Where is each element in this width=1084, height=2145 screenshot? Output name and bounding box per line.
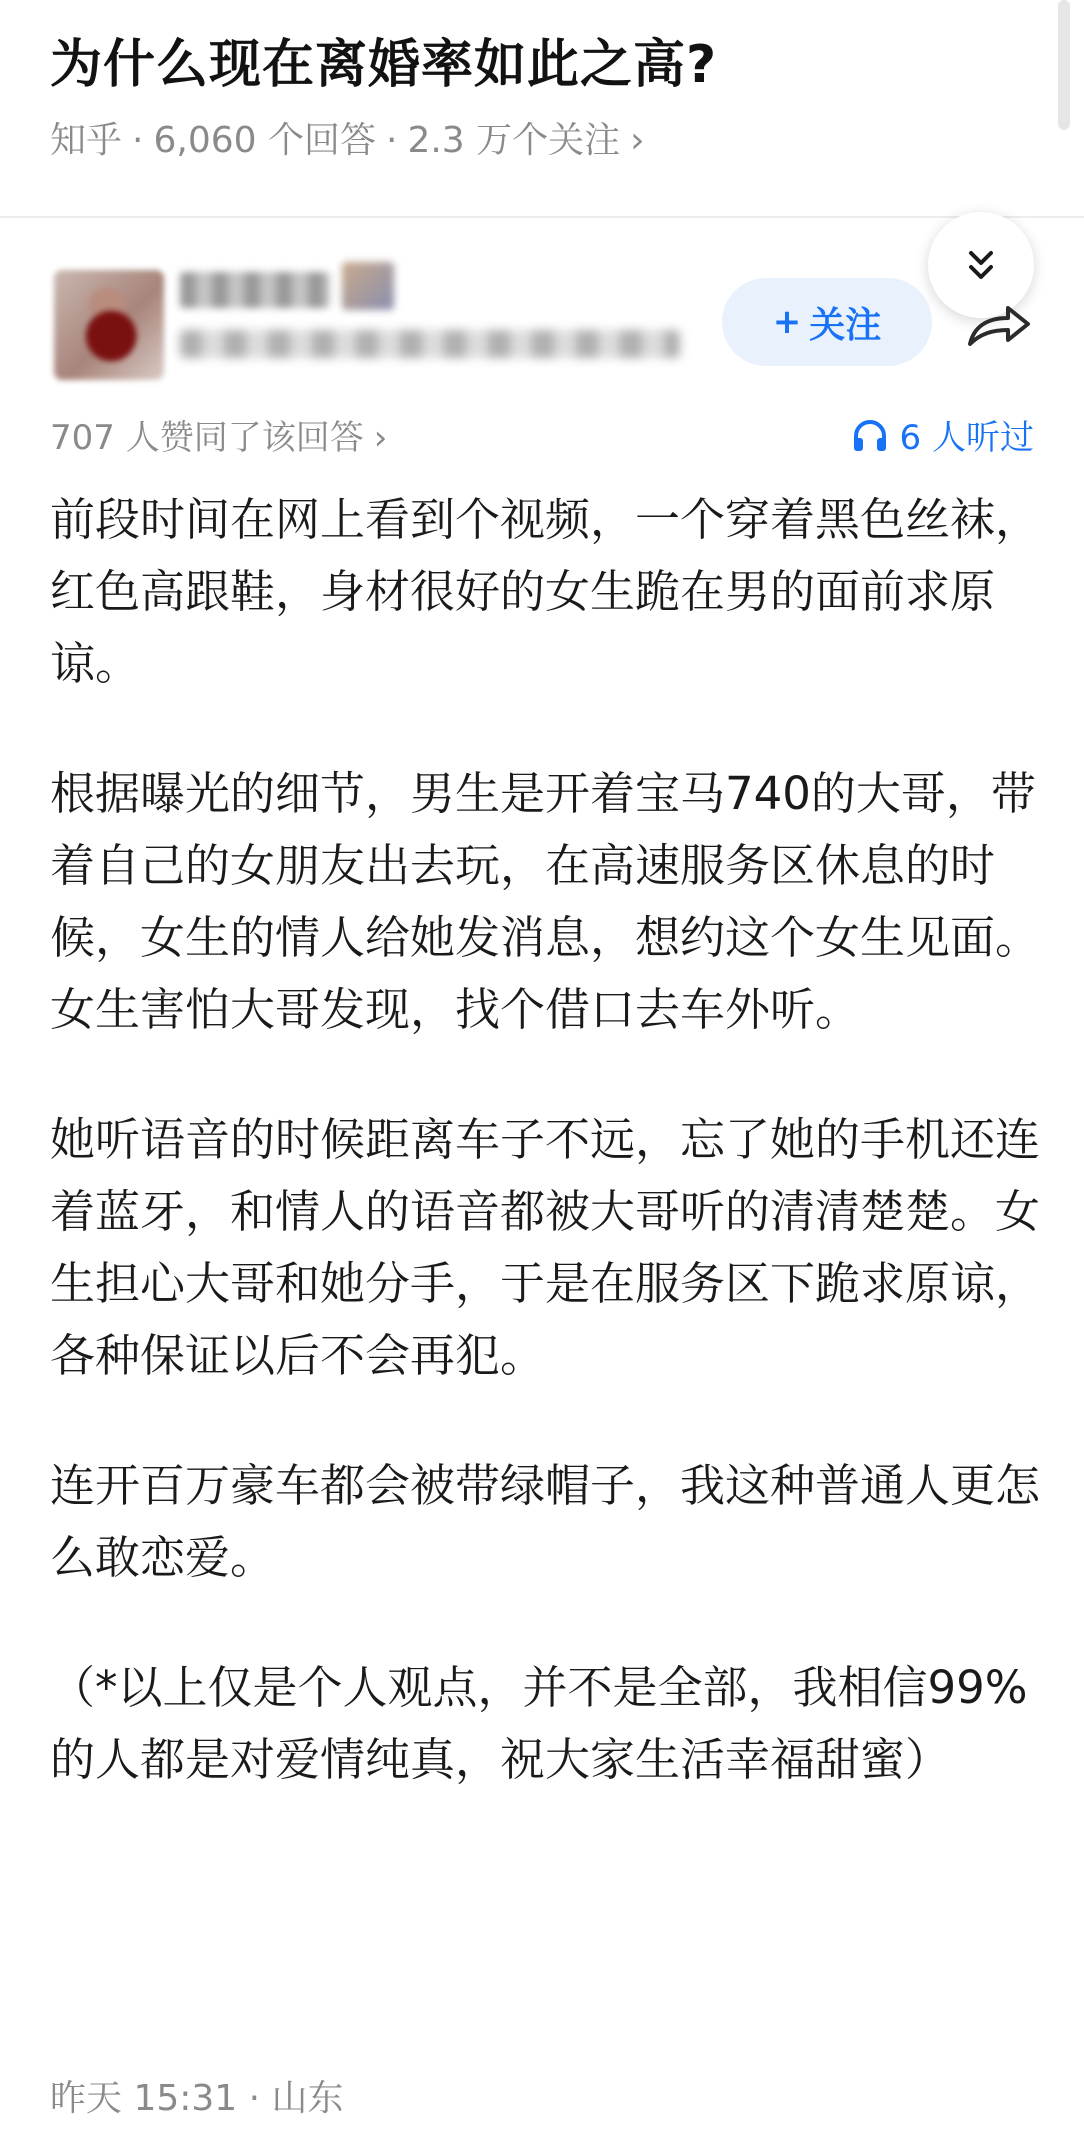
scrollbar[interactable]: [1058, 0, 1070, 130]
source-label: 知乎: [50, 120, 123, 161]
vote-summary[interactable]: [50, 410, 387, 459]
divider: [0, 216, 1084, 218]
question-title[interactable]: 为什么现在离婚率如此之高?: [50, 35, 718, 95]
headphones-icon: [852, 418, 888, 452]
avatar[interactable]: [54, 270, 164, 380]
meta-separator: ·: [385, 120, 398, 161]
answer-paragraph: 她听语音的时候距离车子不远，忘了她的手机还连着蓝牙，和情人的语音都被大哥听的清清楚楚。女生担心大哥和她分手，于是在服务区下跪求原谅，各种保证以后不会再犯。: [50, 1113, 1041, 1382]
vote-count: 707 人赞同了该回答: [50, 418, 364, 458]
author-badge: [342, 262, 394, 310]
author-name[interactable]: [180, 272, 330, 308]
plus-icon: +: [772, 302, 802, 342]
follow-button[interactable]: [722, 278, 932, 366]
follow-label: 关注: [809, 304, 882, 346]
chevron-right-icon: ›: [373, 418, 388, 458]
answer-paragraph: 连开百万豪车都会被带绿帽子，我这种普通人更怎么敢恋爱。: [50, 1459, 1041, 1584]
answer-paragraph: 根据曝光的细节，男生是开着宝马740的大哥，带着自己的女朋友出去玩，在高速服务区休息的时候，女生的情人给她发消息，想约这个女生见面。女生害怕大哥发现，找个借口去车外听。: [50, 767, 1041, 1036]
question-meta[interactable]: [50, 112, 645, 163]
answer-paragraph: （*以上仅是个人观点，并不是全部，我相信99%的人都是对爱情纯真，祝大家生活幸福甜蜜）: [50, 1661, 1028, 1786]
listen-count[interactable]: [852, 410, 1034, 459]
meta-separator: ·: [132, 120, 144, 161]
answer-content: [50, 484, 1040, 1854]
question-header: [0, 0, 1084, 216]
post-time-location: 昨天 15:31 · 山东: [50, 2078, 344, 2119]
follower-count: 2.3 万个关注: [407, 120, 621, 161]
answer-paragraph: 前段时间在网上看到个视频，一个穿着黑色丝袜，红色高跟鞋，身材很好的女生跪在男的面前求原谅。: [50, 493, 1041, 690]
chevron-right-icon: ›: [630, 120, 645, 161]
author-bio: [180, 330, 680, 358]
share-icon[interactable]: [964, 296, 1034, 352]
listen-label: 6 人听过: [899, 418, 1034, 458]
double-chevron-down-icon: [961, 245, 1001, 285]
answer-count: 6,060 个回答: [153, 120, 376, 161]
